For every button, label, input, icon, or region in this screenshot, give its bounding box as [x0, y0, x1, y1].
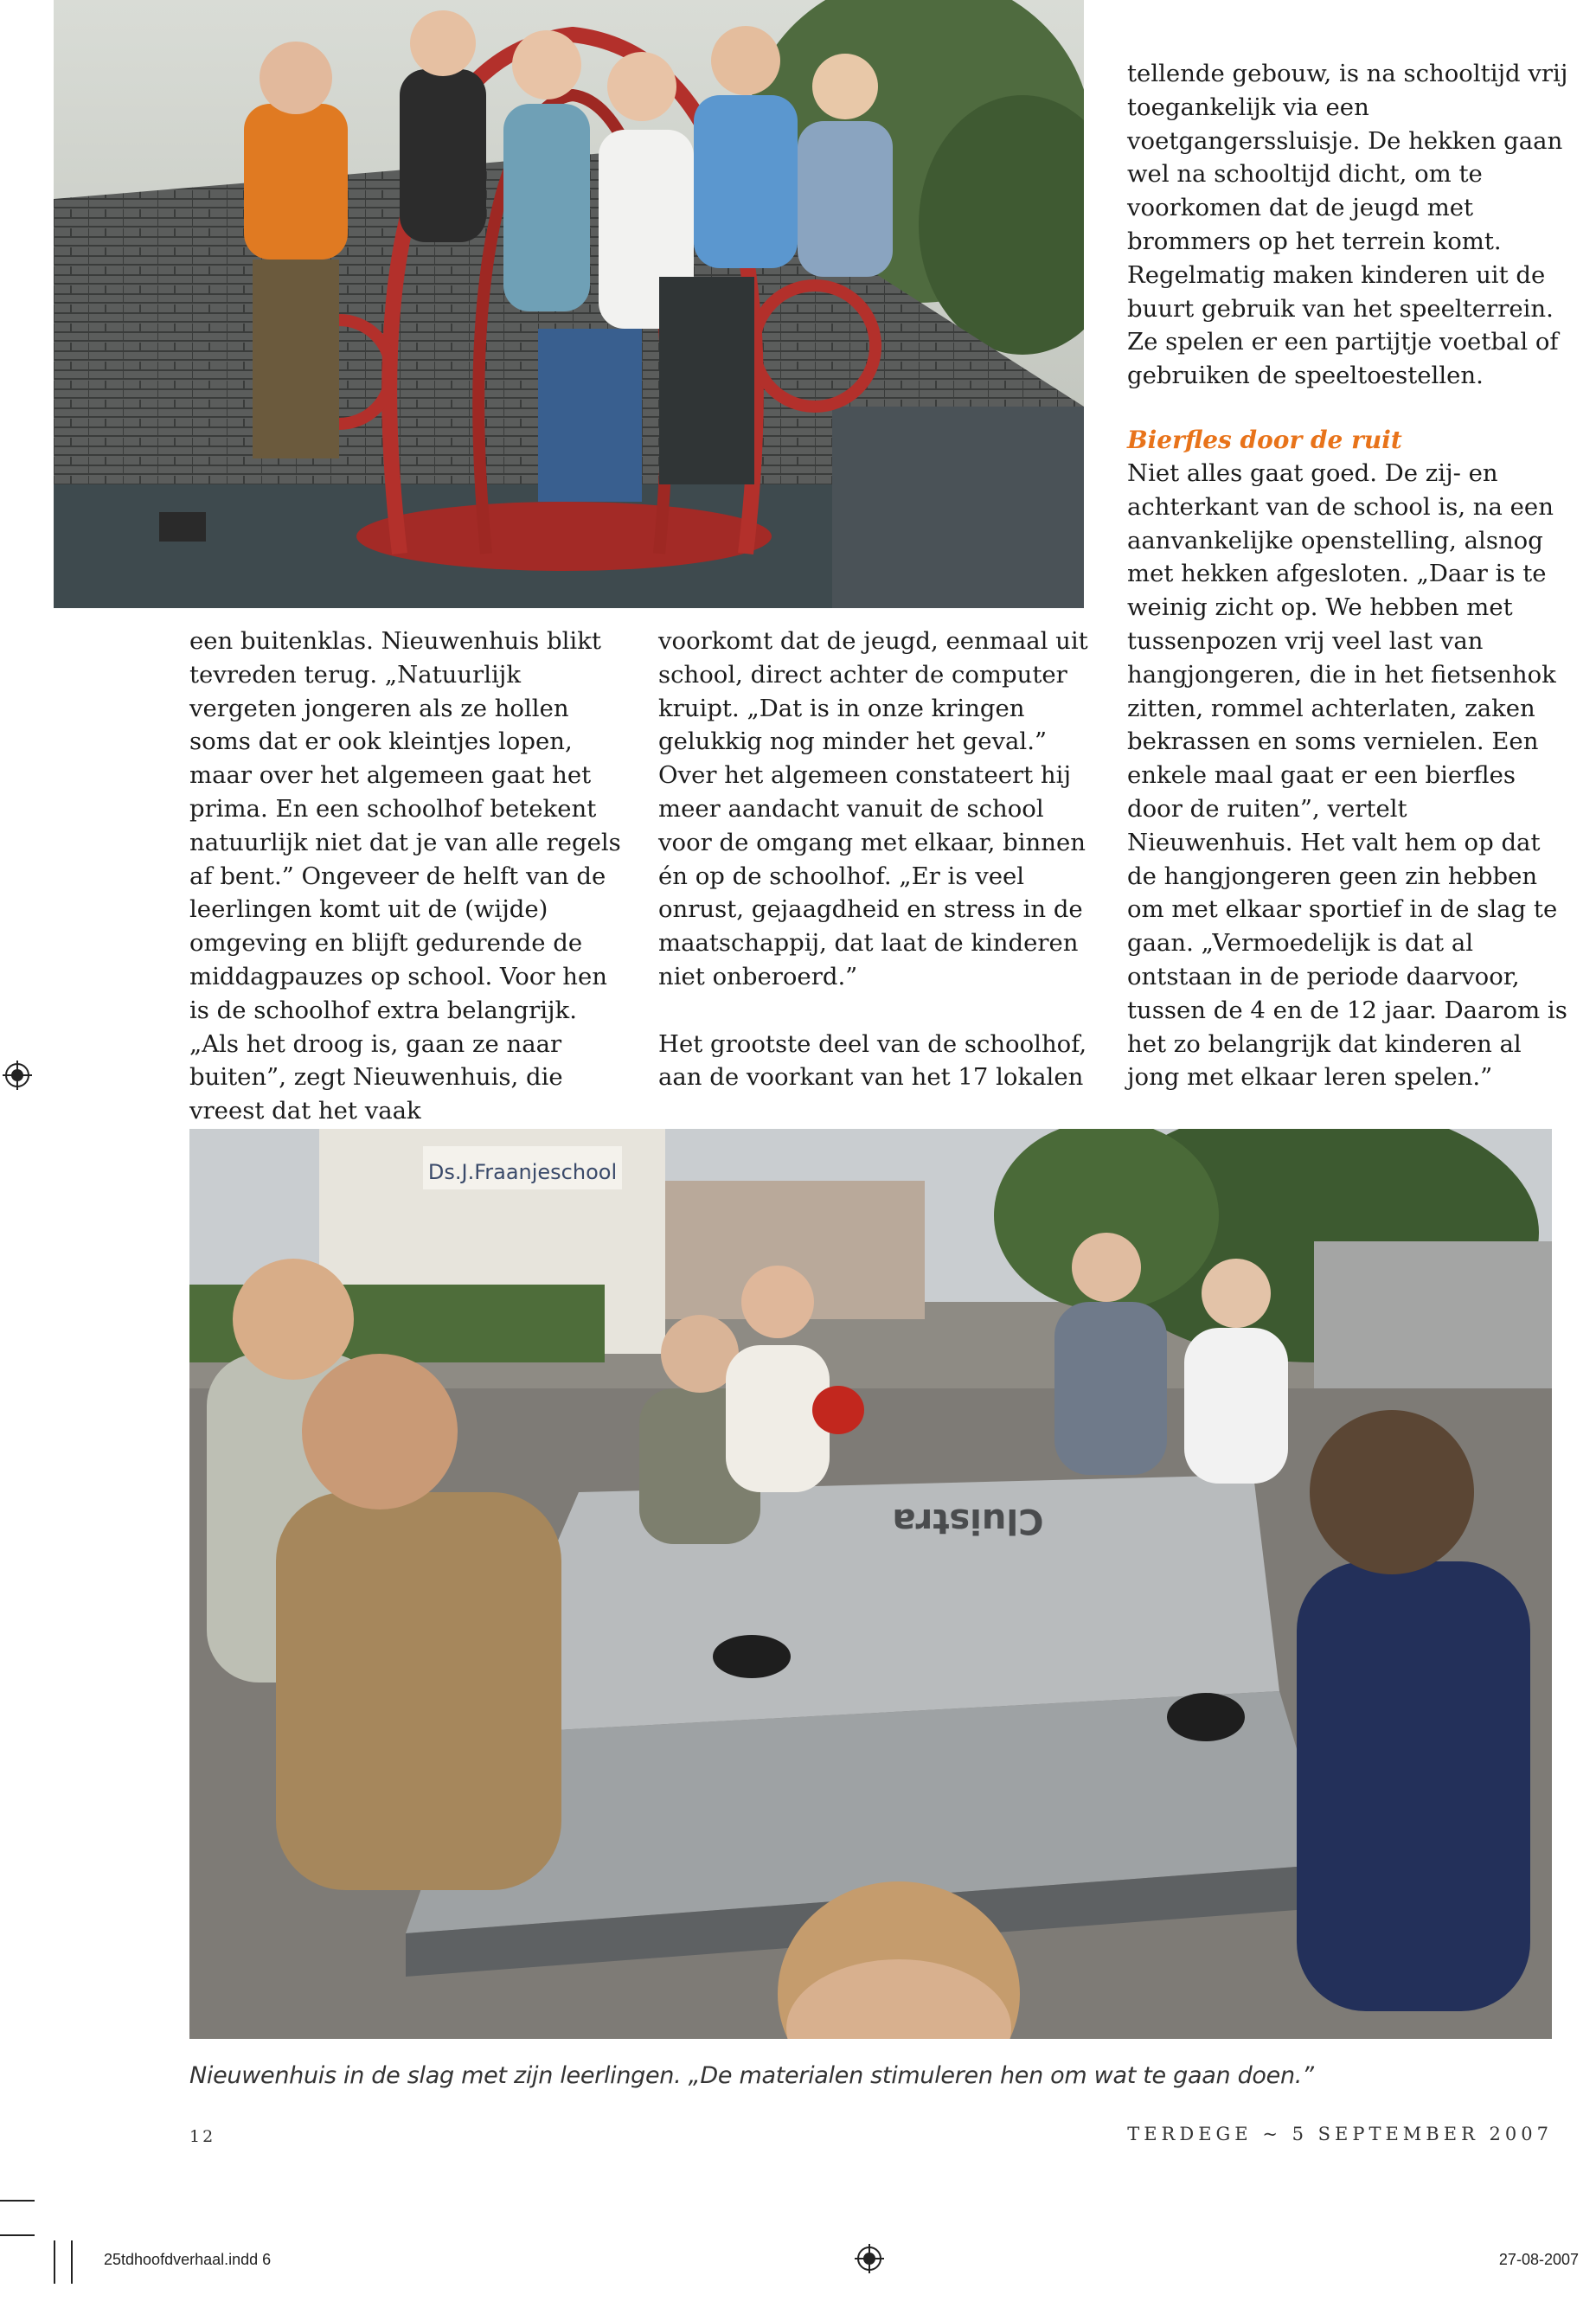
article-column-3-bottom [1127, 424, 1568, 1094]
running-footer: TERDEGE ~ 5 SEPTEMBER 2007 [1127, 2124, 1553, 2144]
photo-caption: Nieuwenhuis in de slag met zijn leerlingen. „De materialen stimuleren hen om wat te gaan doen.” [189, 2062, 1314, 2089]
article-column-2 [658, 625, 1099, 1094]
crop-mark [54, 2240, 55, 2284]
page-number: 12 [189, 2127, 216, 2146]
photo-table-tennis [189, 1129, 1552, 2039]
article-paragraph: tellende gebouw, is na schooltijd vrij toegankelijk via een voetgangerssluisje. De hekken gaan wel na schooltijd dicht, om te voorkomen dat de jeugd met brommers op het terrein komt. Regelmatig maken kinderen uit de buurt gebruik van het speelterrein. Ze spelen er een partijtje voetbal of gebruiken de speeltoestellen. [1127, 60, 1568, 390]
table-brand-text: Cluistra [892, 1501, 1044, 1541]
slug-date: 27-08-2007 [1498, 2251, 1579, 2268]
photo-top-illustration [54, 0, 1084, 608]
article-column-3-top [1127, 57, 1568, 393]
registration-mark-icon [3, 1061, 32, 1090]
school-sign-text: Ds.J.Fraanjeschool [427, 1160, 618, 1184]
crop-mark [0, 2234, 35, 2236]
crop-mark [0, 2200, 35, 2202]
subheading: Bierfles door de ruit [1127, 426, 1402, 454]
article-paragraph: voorkomt dat de jeugd, eenmaal uit school, direct achter de computer kruipt. „Dat is in onze kringen gelukkig nog minder het geval.” Over het algemeen constateert hij meer aandacht vanuit de school voor de omgang met elkaar, binnen én op de schoolhof. „Er is veel onrust, gejaagdheid en stress in de maatschappij, dat laat de kinderen niet onberoerd.” [658, 627, 1088, 990]
photo-children-climbing-frame [54, 0, 1084, 608]
crop-mark [71, 2240, 73, 2284]
slug-filename: 25tdhoofdverhaal.indd 6 [104, 2251, 272, 2268]
article-paragraph: Het grootste deel van de schoolhof, aan de voorkant van het 17 lokalen [658, 1029, 1087, 1092]
article-paragraph: Niet alles gaat goed. De zij- en achterkant van de school is, na een aanvankelijke openstelling, alsnog met hekken afgesloten. „Daar is te weinig zicht op. We hebben met tussenpozen vrij veel last van hangjongeren, die in het fietsenhok zitten, rommel achterlaten, zaken bekrassen en soms vernielen. Een enkele maal gaat er een bierfles door de ruiten”, vertelt Nieuwenhuis. Het valt hem op dat de hangjongeren geen zin hebben om met elkaar sportief in de slag te gaan. „Vermoedelijk is dat al ontstaan in de periode daarvoor, tussen de 4 en de 12 jaar. Daarom is het zo belangrijk dat kinderen al jong met elkaar leren spelen.” [1127, 459, 1567, 1092]
article-column-1 [189, 625, 631, 1128]
photo-bottom-illustration [189, 1129, 1552, 2039]
registration-mark-icon [855, 2244, 884, 2273]
article-paragraph: een buitenklas. Nieuwenhuis blikt tevreden terug. „Natuurlijk vergeten jongeren als ze hollen soms dat er ook kleintjes lopen, maar over het algemeen gaat het prima. En een schoolhof betekent natuurlijk niet dat je van alle regels af bent.” Ongeveer de helft van de leerlingen komt uit de (wijde) omgeving en blijft gedurende de middagpauzes op school. Voor hen is de schoolhof extra belangrijk. „Als het droog is, gaan ze naar buiten”, zegt Nieuwenhuis, die vreest dat het vaak [189, 627, 621, 1125]
